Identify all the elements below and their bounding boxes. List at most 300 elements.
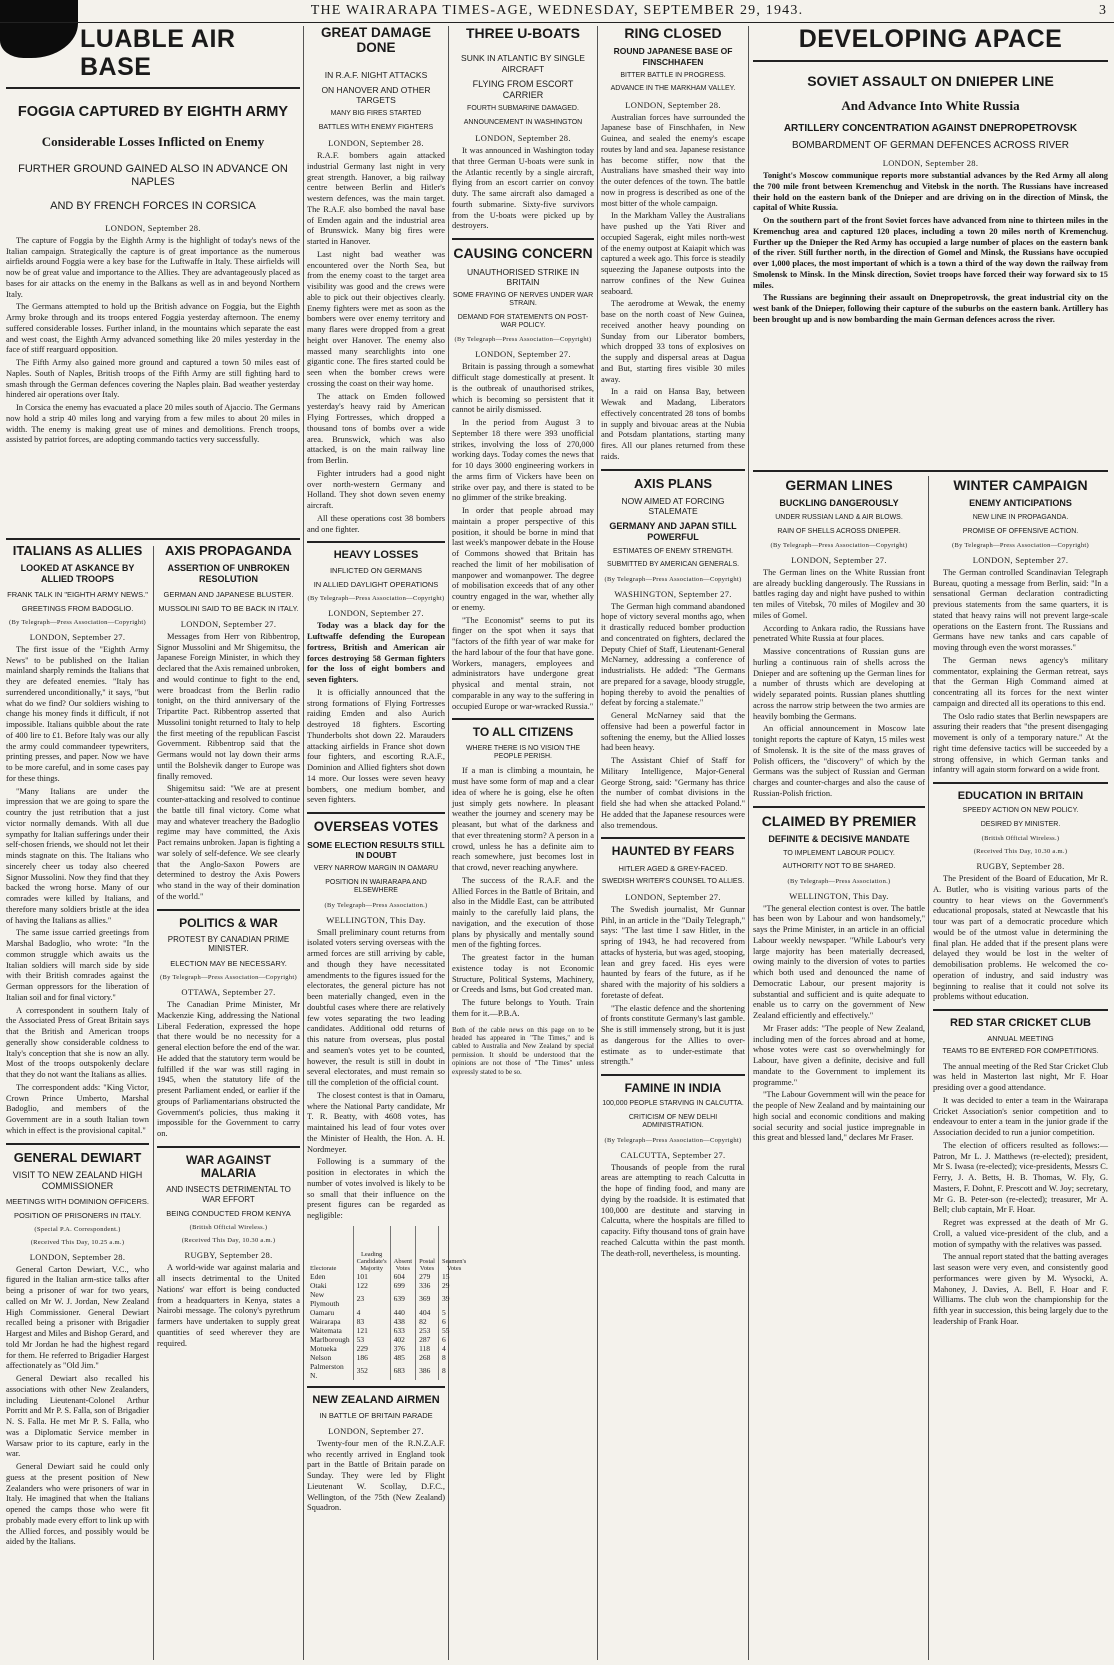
- subheadline: FOURTH SUBMARINE DAMAGED.: [467, 105, 579, 113]
- table-cell: 82: [416, 1317, 439, 1326]
- subheadline: WHERE THERE IS NO VISION THE PEOPLE PERISH.: [465, 744, 581, 761]
- table-cell: 386: [416, 1362, 439, 1380]
- paragraph: All these operations cost 38 bombers and one fighter.: [307, 513, 445, 534]
- subheadline: VERY NARROW MARGIN IN OAMARU: [313, 865, 439, 873]
- table-cell: 53: [353, 1335, 390, 1344]
- dateline: LONDON, September 28.: [29, 1251, 126, 1262]
- article-air-base: [6, 26, 300, 446]
- table-row: [307, 1281, 469, 1290]
- table-cell: 485: [390, 1353, 415, 1362]
- credit: (By Telegraph—Press Association—Copyright): [307, 595, 445, 603]
- table-cell: 8: [438, 1353, 469, 1362]
- column-rule: [748, 26, 749, 1660]
- subheadline: ESTIMATES OF ENEMY STRENGTH.: [613, 547, 733, 555]
- headline: HEAVY LOSSES: [333, 549, 419, 562]
- subheadline: SUBMITTED BY AMERICAN GENERALS.: [606, 561, 740, 569]
- article-body: [157, 1263, 300, 1349]
- column-5: [601, 26, 745, 1660]
- headline: GERMAN LINES: [785, 477, 893, 493]
- headline: EDUCATION IN BRITAIN: [957, 790, 1084, 803]
- table-cell: 6: [438, 1317, 469, 1326]
- subheadline: FURTHER GROUND GAINED ALSO IN ADVANCE ON NAPLES: [18, 163, 288, 189]
- subheadline: UNDER RUSSIAN LAND & AIR BLOWS.: [775, 514, 903, 522]
- credit: (By Telegraph—Press Association—Copyright): [770, 541, 908, 549]
- subheadline: INFLICTED ON GERMANS: [329, 566, 423, 576]
- table-cell: Marlborough: [310, 1334, 350, 1344]
- dateline: LONDON, September 28.: [475, 133, 571, 144]
- paragraph: Britain is passing through a somewhat difficult stage domestically at present. It is the outbreak of unauthorised strikes, which is becoming so persistent that it cannot be airily dismissed.: [452, 362, 594, 415]
- dateline: LONDON, September 27.: [180, 618, 277, 629]
- table-cell: 369: [416, 1290, 439, 1308]
- dateline: WELLINGTON, This Day.: [789, 890, 889, 901]
- subheadline: POSITION IN WAIRARAPA AND ELSEWHERE: [325, 878, 427, 895]
- table-cell: New Plymouth: [310, 1289, 340, 1308]
- subheadline: GERMANY AND JAPAN STILL POWERFUL: [609, 521, 737, 543]
- paragraph: It was decided to enter a team in the Wairarapa Cricket Association's senior competition and to endeavour to enter a team in the junior grade if the Association decided to run a junior competition.: [933, 1095, 1108, 1138]
- paragraph: In a raid on Hansa Bay, between Wewak and Madang, Liberators effectively concentrated 28 tons of bombs in supply and bivouac areas at the Nubia and Potsdam plantations, starting many fires. All our planes returned from these raids.: [601, 387, 745, 461]
- subheadline: ON HANOVER AND OTHER TARGETS: [321, 84, 431, 106]
- paragraph: If a man is climbing a mountain, he must have some form of map and a clear idea of where he is going, else he often just simply gets nowhere. In pleasant weather the journey and scenery may be pleasant, but what of the darkness and that ever threatening storm? A person in a crowd, unless he has a definite aim to reach somewhere, just becomes lost in that crowd, never reaching anywhere.: [452, 766, 594, 873]
- paragraph: It was announced in Washington today that three German U-boats were sunk in the Atlantic recently by a single aircraft, flying from an escort carrier on convoy duty. The same aircraft also damaged a fourth submarine. Sixty-five survivors from the U-boats were picked up by destroyers.: [452, 146, 594, 231]
- column-2: [157, 544, 300, 1660]
- credit: (By Telegraph—Press Association—Copyright): [952, 541, 1089, 549]
- paragraph: The German news agency's military commentator, explaining the German retreat, says that the German High Command aimed at concentrating all its forces for the next winter campaign and directed all its operations to this end.: [933, 655, 1108, 708]
- banner-headline: DEVELOPING APACE: [798, 25, 1063, 53]
- table-cell: Oamaru: [310, 1307, 335, 1317]
- table-header-row: [307, 1226, 469, 1272]
- article-body: [601, 905, 745, 1068]
- paragraph: The Canadian Prime Minister, Mr Mackenzie King, addressing the National Liberal Federation, expressed the hope that there would be no necessity for a general election before the end of the war. He added that the statutory term would be fulfilled if the war was still raging in 1945, when the statutory life of the present Parliament ended, or earlier if the groups of Parliamentarians obstructed the Government's policies, thus making it impossible for the Government to carry on.: [157, 1000, 300, 1139]
- table-cell: 5: [438, 1308, 469, 1317]
- rule: [157, 909, 300, 911]
- table-cell: 268: [416, 1353, 439, 1362]
- table-cell: 633: [390, 1326, 415, 1335]
- subheadline: MANY BIG FIRES STARTED: [330, 110, 422, 118]
- paragraph: The closest contest is that in Oamaru, where the National Party candidate, Mr T. R. Beatty, with 4608 votes, has maintained his lead of four votes over the Minister of Health, the Hon. A. H. Nordmeyer.: [307, 1090, 445, 1154]
- received: (Received This Day, 10.30 a.m.): [973, 848, 1068, 856]
- column-rule: [153, 546, 154, 1660]
- paragraph: The Germans attempted to hold up the British advance on Foggia, but the Eighth Army broke through and its troops entered Foggia yesterday afternoon. The enemy suffered considerable losses. Further inland, in the mountains which separate the east and west coast, the Eighth Army advanced something like 20 miles yesterday in the face of stiff rearguard opposition.: [6, 302, 300, 355]
- paragraph: The aerodrome at Wewak, the enemy base on the north coast of New Guinea, received another heavy pounding on Sunday from our Liberator bombers, which dropped 33 tons of explosives on the supply and dispersal areas at Dagua and But, starting fires visible 30 miles away.: [601, 299, 745, 384]
- article-body: [6, 645, 149, 1137]
- rule: [6, 538, 300, 540]
- article-body: [601, 113, 745, 463]
- table-cell: 229: [353, 1344, 390, 1353]
- footnote: Both of the cable news on this page on to be headed has appeared in "The Times," and is cabled to Australia and New Zealand by special permission. It should be understood that the opinions are not those of "The Times" unless expressly stated to be so.: [452, 1025, 594, 1076]
- paragraph: The future belongs to Youth. Train them for it.—P.B.A.: [452, 998, 594, 1018]
- dateline: OTTAWA, September 27.: [181, 987, 276, 998]
- subheadline: And Advance Into White Russia: [841, 97, 1020, 113]
- article-italians: [6, 544, 149, 1137]
- paragraph: In the Markham Valley the Australians have pushed up the Yati River and occupied Sagerak, eight miles north-west of the enemy outpost at Kaiapit which was captured a week ago. This force is steadily squeezing the Japanese outposts into the narrow confines of the New Guinea seaboard.: [601, 211, 745, 296]
- headline: OVERSEAS VOTES: [313, 819, 439, 835]
- article-malaria: [157, 1154, 300, 1350]
- paragraph: The German high command abandoned hope of victory several months ago, when it drastically reduced bomber production and concentrated on fighters, declared the Deputy Chief of Staff, Lieutenant-General McNarney, addressing a conference of industrialists. He added: "The Germans are prepared for a savage, bloody struggle, hoping thereby to avoid the penalties of defeat by forcing a stalemate.": [601, 601, 745, 708]
- subheadline: BOMBARDMENT OF GERMAN DEFENCES ACROSS RIVER: [791, 140, 1070, 152]
- table-row: [307, 1290, 469, 1308]
- subheadline: ELECTION MAY BE NECESSARY.: [170, 959, 287, 969]
- table-cell: 23: [353, 1290, 390, 1308]
- subheadline: AUTHORITY NOT TO BE SHARED.: [782, 863, 896, 871]
- article-to-all-citizens: [452, 726, 594, 1076]
- article-body: [753, 171, 1108, 326]
- table-cell: 186: [353, 1353, 390, 1362]
- paragraph: A world-wide war against malaria and all insects detrimental to the United Nations' war effort is being conducted from a headquarters in Kenya, states a Nairobi message. The colony's pyrethrum farmers have undertaken to supply great quantities of seed wherever they are required.: [157, 1263, 300, 1348]
- article-body: [452, 146, 594, 232]
- table-row: [307, 1272, 469, 1281]
- table-cell: 287: [416, 1335, 439, 1344]
- column-rule: [303, 26, 304, 1660]
- table-row: [307, 1317, 469, 1326]
- dateline: CALCUTTA, September 27.: [620, 1149, 726, 1160]
- article-famine: [601, 1082, 745, 1259]
- paragraph: "The general election contest is over. The battle has been won by Labour and won handsomely," says the Prime Minister, in an article in an official Labour weekly newspaper. "While Labour's very large majority has been materially decreased, owing mainly to the diversion of votes to parties which both used and denounced the name of Democratic Labour, our present majority is substantial and sufficient and is quite adequate to enable us to carry on the government of New Zealand efficiently and effectively.": [753, 903, 925, 1021]
- table-cell: 39: [438, 1290, 469, 1308]
- article-great-damage: [307, 26, 445, 535]
- table-cell: Eden: [310, 1271, 326, 1281]
- subheadline: ADVANCE IN THE MARKHAM VALLEY.: [610, 85, 736, 93]
- paragraph: "The elastic defence and the shortening of fronts constitute Germany's last gamble. She is still immensely strong, but it is just as dangerous for the Allies to over-estimate as to under-estimate that strength.": [601, 1003, 745, 1067]
- column-6: [753, 478, 925, 1660]
- rule: [452, 718, 594, 720]
- article-german-lines: [753, 478, 925, 800]
- paragraph: "The Labour Government will win the peace for the people of New Zealand and by maintaining our high social and economic conditions and making social security and social justice impregnable in this great and blessed land," declares Mr Fraser.: [753, 1090, 925, 1143]
- headline: RED STAR CRICKET CLUB: [950, 1017, 1091, 1030]
- table-row: [307, 1344, 469, 1353]
- paragraph: "The Economist" seems to put its finger on the spot when it says that "factors of the fifth year of war make for the hard labour of the four that have gone. Workers, managers, employees and administrators have undergone great physical and mental strain, not comparable in any way to the suffering in occupied Europe or war-wracked Russia.": [452, 615, 594, 711]
- table-header-cell: Electorate: [310, 1264, 337, 1272]
- table-row: [307, 1362, 469, 1380]
- article-developing-apace: [753, 26, 1108, 326]
- table-cell: 279: [416, 1272, 439, 1281]
- headline: ITALIANS AS ALLIES: [12, 543, 143, 558]
- article-body: [6, 1265, 149, 1549]
- subheadline: IN R.A.F. NIGHT ATTACKS: [324, 69, 428, 80]
- paragraph: General McNarney said that the offensive had been a powerful factor in softening the enemy, but the Allied losses had been heavy.: [601, 711, 745, 753]
- subheadline: PROTEST BY CANADIAN PRIME MINISTER.: [167, 934, 290, 954]
- subheadline: ENEMY ANTICIPATIONS: [969, 498, 1072, 509]
- article-body: [6, 236, 300, 446]
- paragraph: Small preliminary count returns from isolated voters serving overseas with the armed forces are still arriving by cable, and though they have necessitated amendments to the figures issued for the electorates, the general picture has not been materially changed, even in the doubtful cases where there are relatively few votes separating the two leading candidates. Additional odd returns of this nature from overseas, plus postal and seamen's votes yet to be counted, however, the result is still in doubt in several electorates, and must remain so till the completion of the official count.: [307, 927, 445, 1088]
- headline: WINTER CAMPAIGN: [953, 477, 1088, 493]
- headline: SOVIET ASSAULT ON DNIEPER LINE: [807, 72, 1054, 89]
- subheadline: DEMAND FOR STATEMENTS ON POST-WAR POLICY.: [457, 313, 589, 330]
- paragraph: An official announcement in Moscow late tonight reports the capture of Katyn, 15 miles west of Smolensk. It is the site of the mass graves of Polish officers, the "discovery" of which by the Germans was the subject of Russian and German charges and counter-charges and also the cause of Russian-Polish friction.: [753, 724, 925, 798]
- column-7: [933, 478, 1108, 1660]
- subheadline: BATTLES WITH ENEMY FIGHTERS: [318, 123, 434, 131]
- right-top-block: [753, 26, 1108, 466]
- subheadline: SOME FRAYING OF NERVES UNDER WAR STRAIN.: [452, 291, 594, 308]
- subheadline: GERMAN AND JAPANESE BLUSTER.: [163, 589, 294, 599]
- article-body: [307, 621, 445, 806]
- rule: [933, 1009, 1108, 1011]
- paragraph: According to Ankara radio, the Russians have penetrated White Russia at four places.: [753, 623, 925, 644]
- subheadline: SOME ELECTION RESULTS STILL IN DOUBT: [307, 839, 445, 861]
- masthead-title: THE WAIRARAPA TIMES-AGE, WEDNESDAY, SEPTEMBER 29, 1943.: [310, 3, 804, 18]
- paragraph: The election of officers resulted as follows:—Patron, Mr L. J. Matthews (re-elected); president, Mr S. Iwasa (re-elected); vice-presidents, Messrs C. Ferry, J. A. Betts, H. B. Thomas, W. Fly, G. Masters, F. Dohnt, F. Prescott and W. Joy; secretary, Mr G. B. Peter-son (re-elected); treasurer, Mr A. Bell; club captain, Mr F. Hoar.: [933, 1140, 1108, 1215]
- table-cell: 55: [438, 1326, 469, 1335]
- subheadline: RAIN OF SHELLS ACROSS DNIEPER.: [777, 527, 901, 535]
- rule: [6, 1143, 149, 1145]
- table-row: [307, 1308, 469, 1317]
- subheadline: BEING CONDUCTED FROM KENYA: [166, 1209, 291, 1219]
- subheadline: IN ALLIED DAYLIGHT OPERATIONS: [313, 580, 439, 590]
- table-body: [307, 1272, 469, 1380]
- dateline: LONDON, September 28.: [328, 138, 424, 149]
- paragraph: Shigemitsu said: "We are at present counter-attacking and resolved to continue the battle till final victory. Come what may and whatever treachery the Badoglio regime may have committed, the Axis Pact remains unbroken. Japan is fighting a war solely of self-defence. We see clearly that the Anglo-Saxon Powers are determined to destroy the Axis Powers who stand in the way of their domination of the world.": [157, 784, 300, 901]
- subheadline: DESIRED BY MINISTER.: [980, 820, 1061, 828]
- table-row: [307, 1335, 469, 1344]
- article-claimed-by-premier: [753, 814, 925, 1144]
- article-education: [933, 790, 1108, 1003]
- table-cell: 376: [390, 1344, 415, 1353]
- table-cell: 101: [353, 1272, 390, 1281]
- table-cell: 8: [438, 1362, 469, 1380]
- headline: HAUNTED BY FEARS: [611, 844, 735, 859]
- paragraph: The Oslo radio states that Berlin newspapers are assuring their readers that "the present disengaging movement is only of a temporary nature." At the right time defensive tactics will be succeeded by a strong offensive, in which German tanks and infantry will again storm forward on a wide front.: [933, 711, 1108, 775]
- paragraph: The greatest factor in the human existence today is not Economic Structure, Political Systems, Machinery, or Creeds and Isms, but God created man.: [452, 953, 594, 995]
- headline: RING CLOSED: [624, 25, 722, 41]
- article-body: [601, 602, 745, 832]
- rule: [6, 87, 300, 89]
- subheadline: DEFINITE & DECISIVE MANDATE: [768, 834, 910, 845]
- paragraph: The Russians are beginning their assault on Dnepropetrovsk, the great industrial city on the west bank of the Dnieper, following their capture of the suburbs on the eastern bank. Artillery has been brought up and is now bombarding the main German defences across the river.: [753, 293, 1108, 324]
- dateline: WELLINGTON, This Day.: [326, 914, 426, 925]
- paragraph: In order that people abroad may maintain a proper perspective of this position, it should be borne in mind that last week's manpower debate in the House of Commons showed that Britain has reached the limit of her mobilisation of manpower and womanpower. The degree of mobilisation exceeds that of any other country engaged in the war, whether ally or enemy.: [452, 506, 594, 612]
- paragraph: The capture of Foggia by the Eighth Army is the highlight of today's news of the Italian campaign. Strategically the capture is of great importance as the numerous airfields around Foggia were a key base for the Luftwaffe in Italy. These airfields will now be of great value and importance to the Allies. They are advantageously placed as bases for air attacks on the enemy in the Balkans as well as in and beyond Northern Italy.: [6, 235, 300, 299]
- rule: [452, 238, 594, 240]
- article-body: [307, 151, 445, 535]
- paragraph: The annual meeting of the Red Star Cricket Club was held in Masterton last night, Mr F. Hoar presiding over a good attendance.: [933, 1061, 1108, 1093]
- subheadline: Considerable Losses Inflicted on Enemy: [41, 133, 265, 149]
- paragraph: R.A.F. bombers again attacked industrial Germany last night in very great strength. Hanover, a big railway centre between Berlin and Hitler's western defences, was the main target. The R.A.F. also bombed the naval base of Emden again and the industrial area of Brunswick. Many big fires were started in Hanover.: [307, 151, 445, 247]
- subheadline: AND BY FRENCH FORCES IN CORSICA: [50, 199, 256, 212]
- table-cell: 253: [416, 1326, 439, 1335]
- table-cell: Waitemata: [310, 1325, 342, 1335]
- column-3: [307, 25, 467, 1660]
- column-rule: [448, 26, 449, 1660]
- table-row: [307, 1353, 469, 1362]
- paragraph: The first issue of the "Eighth Army News" to be published on the Italian mainland sharply reminds the Italians that they are defeated enemies. "Italy has surrendered unconditionally," it says, "but what do we find? Our soldiers wishing to change his money finds it difficult, if not impossible. Italians quibble about the rate of 400 lire to £1. Before Italy was our ally the army could commandeer typewriters, printing presses, and paper. Now we have to be more careful, and in some cases pay for these things.: [6, 644, 149, 783]
- table-header-cell: Postal Votes: [416, 1226, 439, 1272]
- subheadline: SWEDISH WRITER'S COUNSEL TO ALLIES.: [601, 877, 745, 885]
- headline: THREE U-BOATS: [465, 25, 581, 41]
- credit: (British Official Wireless.): [981, 835, 1060, 843]
- article-axis-plans: [601, 477, 745, 832]
- table-cell: 83: [353, 1317, 390, 1326]
- article-body: [601, 1163, 745, 1260]
- article-body: [307, 928, 445, 1222]
- rule: [753, 470, 1108, 472]
- subheadline: BITTER BATTLE IN PROGRESS.: [620, 71, 726, 79]
- dateline: LONDON, September 27.: [328, 1425, 424, 1436]
- paragraph: The annual report stated that the batting averages last season were very even, and consistently good performances were given by M. Wysocki, A. Mahoney, J. Davies, A. Bell, F. Hoar and F. Williams. The club won the championship for the fifth year in succession, this being largely due to the leadership of Frank Hoar.: [933, 1252, 1108, 1326]
- dateline: LONDON, September 27.: [475, 349, 571, 360]
- paragraph: The same issue carried greetings from Marshal Badoglio, who wrote: "In the common struggle which awaits us the Italian soldiers will march side by side with their British comrades against the German oppressors for the liberation of Italian soil and for final victory.": [6, 928, 149, 1002]
- table-cell: 15: [438, 1272, 469, 1281]
- paragraph: It is officially announced that the strong formations of Flying Fortresses raiding Emden and also Aurich destroyed 18 fighters. Escorting Thunderbolts shot down 22. Marauders attacking airfields in France shot down four fighters, and escorting R.A.F., Dominion and Allied fighters shot down 14 more. Our losses were seven heavy bombers, one medium bomber, and seven fighters.: [307, 687, 445, 805]
- subheadline: NOW AIMED AT FORCING STALEMATE: [621, 495, 725, 517]
- table-cell: 122: [353, 1281, 390, 1290]
- subheadline: GREETINGS FROM BADOGLIO.: [21, 603, 134, 613]
- credit: (British Official Wireless.): [189, 1224, 268, 1232]
- subheadline: SPEEDY ACTION ON NEW POLICY.: [962, 807, 1079, 815]
- table-cell: Nelson: [310, 1352, 332, 1362]
- paragraph: "Many Italians are under the impression that we are going to spare the country the just retribution that a just victor normally demands. With all due sympathy for Italian sufferings under their self-chosen friends, we should not let their minds stagnate on this. The Italians who sincerely cheer us today also cheered Signor Mussolini. Now they find that they backed the wrong horse. Many of our comrades were killed by Italians, and therefore many soldiers bristle at the idea of having the Italians as allies.": [6, 786, 149, 925]
- paragraph: Twenty-four men of the R.N.Z.A.F. who recently arrived in England took part in the Battle of Britain parade on Sunday. They were led by Flight Lieutenant W. Scollay, D.F.C., Wellington, of the 75th (New Zealand) Squadron.: [307, 1438, 445, 1513]
- paragraph: The attack on Emden followed yesterday's heavy raid by American Flying Fortresses, which dropped a thousand tons of bombs over a wide area. Brunswick, which was also attacked, is on the main railway line from Berlin.: [307, 391, 445, 466]
- paragraph: Tonight's Moscow communique reports more substantial advances by the Red Army all along the 700 mile front between Kremenchug and Vitebsk in the north. The Russians have increased their hold on the eastern bank of the Dnieper and are driving on in the direction of Minsk, the capital of White Russia.: [753, 171, 1108, 213]
- article-airmen: [307, 1394, 445, 1514]
- table-cell: 6: [438, 1335, 469, 1344]
- rule: [601, 1074, 745, 1076]
- rule: [307, 1386, 445, 1388]
- paragraph: A correspondent in southern Italy of the Associated Press of Great Britain says that the British and American troops generally show considerable coldness to Italy's conception that she is now an ally. Most of the troops outspokenly declare that they do not want the Italians as allies.: [6, 1005, 149, 1080]
- subheadline: SUNK IN ATLANTIC BY SINGLE AIRCRAFT: [461, 53, 585, 74]
- article-axis-propaganda: [157, 544, 300, 903]
- subheadline: ARTILLERY CONCENTRATION AGAINST DNEPROPETROVSK: [783, 123, 1078, 135]
- article-ring-closed: [601, 26, 745, 463]
- credit: (By Telegraph—Press Association—Copyright): [9, 618, 146, 626]
- paragraph: The Swedish journalist, Mr Gunnar Pihl, in an article in the "Daily Telegraph," says: "The last time I saw Hitler, in the spring of 1943, he had recovered from attacks of hysteria, but was aged, stooping, lean and grey faced. His eyes were haunted by fears of the future, as if he shared with the majority of his soldiers a foretaste of defeat.: [601, 904, 745, 1000]
- received: (Received This Day, 10.25 a.m.): [30, 1238, 125, 1246]
- paragraph: General Carton Dewiart, V.C., who figured in the Italian arm-stice talks after being a prisoner of war for two years, called on Mr W. J. Jordan, New Zealand High Commissioner. General Dewiart recalled being a prisoner with Brigadier Hargest and Miles and Bishop Gerard, and told Mr Jordan he had the highest regard for them. He referred to Brigadier Hargest affectionately as "Old Jim.": [6, 1264, 149, 1371]
- table-cell: Palmerston N.: [310, 1361, 344, 1380]
- table-cell: 4: [353, 1308, 390, 1317]
- rule: [307, 541, 445, 543]
- column-1: [6, 544, 149, 1660]
- credit: (By Telegraph—Press Association.): [324, 901, 428, 909]
- received: (Received This Day, 10.30 a.m.): [181, 1237, 276, 1245]
- column-rule: [597, 26, 598, 1660]
- subheadline: 100,000 PEOPLE STARVING IN CALCUTTA.: [602, 1100, 744, 1108]
- article-body: [307, 1439, 445, 1514]
- subheadline: UNAUTHORISED STRIKE IN BRITAIN: [467, 266, 579, 287]
- subheadline: PROMISE OF OFFENSIVE ACTION.: [962, 527, 1079, 535]
- table-cell: Wairarapa: [310, 1316, 341, 1326]
- headline: GREAT DAMAGE DONE: [321, 25, 431, 55]
- table-cell: 402: [390, 1335, 415, 1344]
- paragraph: In Corsica the enemy has evacuated a place 20 miles south of Ajaccio. The Germans now hold a strip 40 miles long and varying from a few miles to about 20 miles in width. The enemy is making great use of mines and demolitions. French troops, assisted by patriot forces, are adopting commando tactics very successfully.: [6, 403, 300, 445]
- credit: (By Telegraph—Press Association—Copyright): [454, 336, 592, 344]
- headline: TO ALL CITIZENS: [472, 725, 574, 740]
- page-number: 3: [1099, 3, 1106, 18]
- table-cell: 404: [416, 1308, 439, 1317]
- subheadline: FLYING FROM ESCORT CARRIER: [472, 78, 574, 100]
- lead-paragraph: Today was a black day for the Luftwaffe defending the European fortress, British and American air forces destroying 58 German fighters for the loss of eight bombers and seven fighters.: [307, 621, 445, 685]
- credit: (By Telegraph—Press Association—Copyright): [604, 575, 742, 583]
- paragraph: General Dewiart said he could only guess at the present position of New Zealanders who were prisoners of war in Italy. He imagined that when the Italians opened the camps those who were fit probably made every effort to link up with the Allied forces, and possibly would be aided by the Italians.: [6, 1462, 149, 1547]
- subheadline: FRANK TALK IN "EIGHTH ARMY NEWS.": [7, 589, 148, 599]
- article-politics: [157, 917, 300, 1140]
- subheadline: ROUND JAPANESE BASE OF FINSCHHAFEN: [613, 46, 733, 67]
- article-body: [452, 766, 594, 1019]
- paragraph: The German lines on the White Russian front are already buckling dangerously. The Russians in battles raging day and night have pushed to within ten miles of Vitebsk, 70 miles of Mogilev and 30 miles of Gomel.: [753, 567, 925, 620]
- article-body: [753, 904, 925, 1145]
- table-cell: 336: [416, 1281, 439, 1290]
- subheadline: MEETINGS WITH DOMINION OFFICERS.: [6, 1196, 149, 1206]
- subheadline: LOOKED AT ASKANCE BY ALLIED TROOPS: [20, 563, 135, 585]
- credit: (By Telegraph—Press Association.): [787, 877, 891, 885]
- table-cell: 440: [390, 1308, 415, 1317]
- dateline: LONDON, September 27.: [972, 554, 1069, 565]
- table-cell: 699: [390, 1281, 415, 1290]
- table-cell: 683: [390, 1362, 415, 1380]
- subheadline: ANNOUNCEMENT IN WASHINGTON: [463, 118, 583, 126]
- headline: FAMINE IN INDIA: [624, 1081, 722, 1096]
- dateline: LONDON, September 27.: [328, 608, 424, 619]
- column-rule: [928, 476, 929, 1660]
- headline: GENERAL DEWIART: [13, 1149, 142, 1165]
- rule: [601, 837, 745, 839]
- dateline: LONDON, September 27.: [791, 554, 887, 565]
- table-cell: 639: [390, 1290, 415, 1308]
- subheadline: TEAMS TO BE ENTERED FOR COMPETITIONS.: [942, 1048, 1099, 1056]
- subheadline: POSITION OF PRISONERS IN ITALY.: [13, 1210, 142, 1220]
- subheadline: BUCKLING DANGEROUSLY: [779, 498, 899, 509]
- rule: [933, 782, 1108, 784]
- article-red-star-cricket: [933, 1017, 1108, 1327]
- paragraph: Thousands of people from the rural areas are attempting to reach Calcutta in the hope of finding food, and many are dying by the roadside. It is estimated that 100,000 are destitute and starving in Calcutta, where the hospitals are filled to capacity. Fifty thousand tons of grain have reached Calcutta within the past month. The death-roll, nevertheless, is mounting.: [601, 1162, 745, 1258]
- paragraph: Mr Fraser adds: "The people of New Zealand, including men of the forces abroad and at home, whose votes were cast so overwhelmingly for Labour, have given a definite, decisive and full mandate to the Government to implement its programme.": [753, 1023, 925, 1087]
- article-body: [933, 1062, 1108, 1328]
- paragraph: Last night bad weather was encountered over the North Sea, but from the enemy coast to the target area visibility was good and the crews were able to pick out their objectives clearly. Enemy fighters were met as soon as the bombers were over enemy territory and many flares were dropped from a great height over Hanover. The enemy also massed many searchlights into one gigantic cone. The fires started could be seen when the bomber crews were crossing the coast on their way home.: [307, 249, 445, 388]
- article-body: [157, 632, 300, 903]
- rule: [601, 469, 745, 471]
- paragraph: Australian forces have surrounded the Japanese base of Finschhafen, in New Guinea, and sealed the enemy's escape routes by land and sea. Japanese resistance has become stiffer, now that the Australians have smashed their way into the outer defences of the town. The battle now in progress is described as one of the most bitter of the whole campaign.: [601, 112, 745, 208]
- table-header-cell: Seamen's Votes: [438, 1226, 469, 1272]
- paragraph: General Dewiart also recalled his associations with other New Zealanders, including Lieutenant-Colonel Arthur Porritt and Mr P. S. Falla, son of Brigadier N. S. Falla. He met Mr P. S. Falla, who was a Diplomatic Service member in Warsaw prior to its capture, early in the war.: [6, 1374, 149, 1459]
- table-cell: 438: [390, 1317, 415, 1326]
- headline: FOGGIA CAPTURED BY EIGHTH ARMY: [17, 104, 289, 120]
- subheadline: CRITICISM OF NEW DELHI ADMINISTRATION.: [628, 1113, 718, 1130]
- dateline: RUGBY, September 28.: [184, 1250, 273, 1261]
- paragraph: The correspondent adds: "King Victor, Crown Prince Umberto, Marshal Badoglio, and members of the Government are in a south Italian town which in effect is the provisional capital.": [6, 1082, 149, 1135]
- headline: NEW ZEALAND AIRMEN: [312, 1393, 440, 1406]
- dateline: LONDON, September 27.: [29, 631, 126, 642]
- votes-table: [307, 1226, 469, 1380]
- subheadline: ASSERTION OF UNBROKEN RESOLUTION: [167, 563, 290, 585]
- column-4: [452, 26, 594, 1660]
- paragraph: Fighter intruders had a good night over north-western Germany and Holland. They shot down seven enemy aircraft.: [307, 468, 445, 511]
- subheadline: NEW LINE IN PROPAGANDA.: [972, 514, 1069, 522]
- article-body: [753, 568, 925, 800]
- table-cell: 604: [390, 1272, 415, 1281]
- subheadline: HITLER AGED & GREY-FACED.: [618, 863, 728, 873]
- paragraph: The success of the R.A.F. and the Allied Forces in the Battle of Britain, and also in the Middle East, can be attributed mainly to the carefully laid plans, the navigation, and the execution of those plans by physically and mentally sound men of the fighting forces.: [452, 875, 594, 950]
- subheadline: AND INSECTS DETRIMENTAL TO WAR EFFORT: [166, 1185, 291, 1204]
- rule: [753, 806, 925, 808]
- article-dewiart: [6, 1151, 149, 1548]
- rule: [157, 1146, 300, 1148]
- subheadline: TO IMPLEMENT LABOUR POLICY.: [783, 849, 895, 857]
- table-cell: 118: [416, 1344, 439, 1353]
- paragraph: Messages from Herr von Ribbentrop, Signor Mussolini and Mr Shigemitsu, the Japanese Foreign Minister, in which they declared that the Axis remained unbroken, and would continue to fight to the end, were broadcast from the Berlin radio tonight, on the third anniversary of the Tripartite Pact. Ribbentrop asserted that Mussolini tonight returned to Italy to help the first meeting of the republican Fascist Government. Ribbentrop said that the Germans would not lay down their arms until the Bolshevik danger to Europe was finally removed.: [157, 631, 300, 781]
- article-heavy-losses: [307, 549, 445, 806]
- table-cell: 352: [353, 1362, 390, 1380]
- rule: [753, 60, 1108, 62]
- table-cell: Otaki: [310, 1280, 327, 1290]
- table-cell: Motueka: [310, 1343, 337, 1353]
- credit: (Special P.A. Correspondent.): [34, 1225, 121, 1233]
- paragraph: The Assistant Chief of Staff for Military Intelligence, Major-General George Strong, said: "Germany has thrice the number of combat divisions in the field she had when she attacked Poland." He added that the Japanese resources were also tremendous.: [601, 756, 745, 830]
- banner-headline: LUABLE AIR BASE: [80, 25, 236, 81]
- article-body: [452, 362, 594, 712]
- article-haunted: [601, 845, 745, 1068]
- article-overseas-votes: [307, 819, 467, 1380]
- article-u-boats: [452, 26, 594, 232]
- table-header-cell: Absent Votes: [390, 1226, 415, 1272]
